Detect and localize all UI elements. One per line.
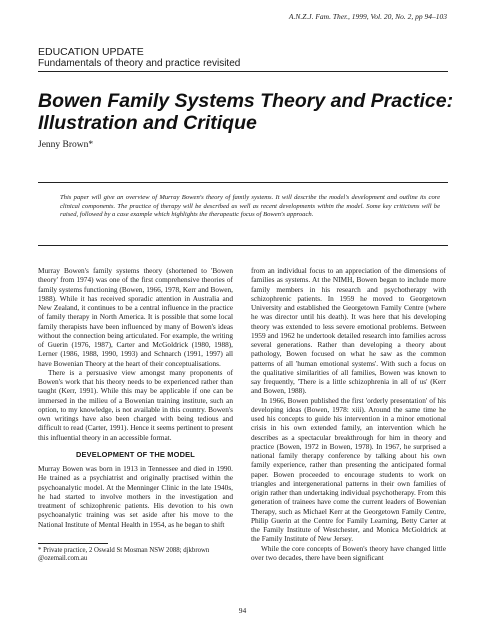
body-paragraph: Murray Bowen was born in 1913 in Tennessee and died in 1990. He trained as a psychiatrist and originally practised within the psychoanalytic model. At the Menninger Clinic in the late 1940s, he had started to involve mothers in the investigation and treatment of schizophrenic patients. His devotion to his own psychoanalytic training was set aside after his move to the National Institute of Mental Health in 1954, as he began to shift: [38, 464, 233, 529]
author: Jenny Brown*: [38, 140, 94, 150]
article-title: Bowen Family Systems Theory and Practice: Illustration and Critique: [38, 90, 454, 134]
body-column-left: [38, 266, 233, 529]
body-paragraph: There is a persuasive view amongst many proponents of Bowen's work that his theory needs to be experienced rather than taught (Kerr, 1991). While this may be applicable if one can be immersed in the milieu of a Bowenian training institute, such an option, to my knowledge, is not available in this country. Bowen's own writings have also been charged with being tedious and difficult to read (Carter, 1991). Hence it seems pertinent to present this influential theory in an accessible format.: [38, 367, 233, 442]
section-heading: DEVELOPMENT OF THE MODEL: [76, 449, 195, 459]
footnote-rule: [38, 543, 108, 544]
section-divider: [38, 71, 448, 72]
journal-citation: A.N.Z.J. Fam. Ther., 1999, Vol. 20, No. 2, pp 94–103: [288, 12, 447, 21]
section-label: [38, 46, 240, 70]
page-number: 94: [238, 606, 247, 615]
body-paragraph: In 1966, Bowen published the first 'orderly presentation' of his developing ideas (Bowen, 1978: xiii). Around the same time he used his concepts to guide his intervention in a minor emotional crisis in his own extended family, an intervention which he describes as a spectacular breakthrough for him in theory and practice (Bowen, 1972 in Bowen, 1978). In 1967, he surprised a national family therapy conference by talking about his own family experience, rather than presenting the anticipated formal paper. Bowen proceeded to encourage students to work on triangles and intergenerational patterns in their own families of origin rather than undertaking individual psychotherapy. From this generation of trainees have come the current leaders of Bowenian Therapy, such as Michael Kerr at the Georgetown Family Centre, Philip Guerin at the Centre for Family Learning, Betty Carter at the Family Institute of Westchester, and Monica McGoldrick at the Family Institute of New Jersey.: [251, 395, 446, 544]
body-column-right: [251, 266, 446, 562]
section-subtitle: Fundamentals of theory and practice revisited: [38, 58, 241, 69]
abstract: This paper will give an overview of Murray Bowen's theory of family systems. It will describe the model's development and outline its core clinical components. The practice of therapy will be described as well as recent developments within the model. Some key criticisms will be raised, followed by a case example which highlights the therapeutic focus of Bowen's approach.: [60, 194, 440, 219]
abstract-bottom-rule: [38, 245, 448, 246]
footnote: * Private practice, 2 Oswald St Mosman NSW 2088; djkbrown @ozemail.com.au: [38, 547, 210, 563]
body-paragraph: While the core concepts of Bowen's theory have changed little over two decades, there have been significant: [251, 543, 446, 562]
body-paragraph: Murray Bowen's family systems theory (shortened to 'Bowen theory' from 1974) was one of the first comprehensive theories of family systems functioning (Bowen, 1966, 1978, Kerr and Bowen, 1988). While it has received sporadic attention in Australia and New Zealand, it continues to be a central influence in the practice of family therapy in North America. It is possible that some local family therapists have been influenced by many of Bowen's ideas without the connection being articulated. For example, the writing of Guerin (1976, 1987), Carter and McGoldrick (1980, 1988), Lerner (1986, 1988, 1990, 1993) and Schnarch (1991, 1997) all have Bowenian Theory at the heart of their conceptualisations.: [38, 266, 233, 368]
abstract-top-rule: [38, 182, 448, 183]
body-paragraph: from an individual focus to an appreciation of the dimensions of families as systems. At the NIMH, Bowen began to include more family members in his research and psychotherapy with schizophrenic patients. In 1959 he moved to Georgetown University and established the Georgetown Family Centre (where he was director until his death). It was here that his developing theory was extended to less severe emotional problems. Between 1959 and 1962 he undertook detailed research into families across several generations. Rather than developing a theory about pathology, Bowen focused on what he saw as the common patterns of all 'human emotional systems'. With such a focus on the qualitative similarities of all families, Bowen was known to say frequently, 'There is a little schizophrenia in all of us' (Kerr and Bowen, 1988).: [251, 266, 446, 396]
section-title: EDUCATION UPDATE: [38, 46, 144, 58]
